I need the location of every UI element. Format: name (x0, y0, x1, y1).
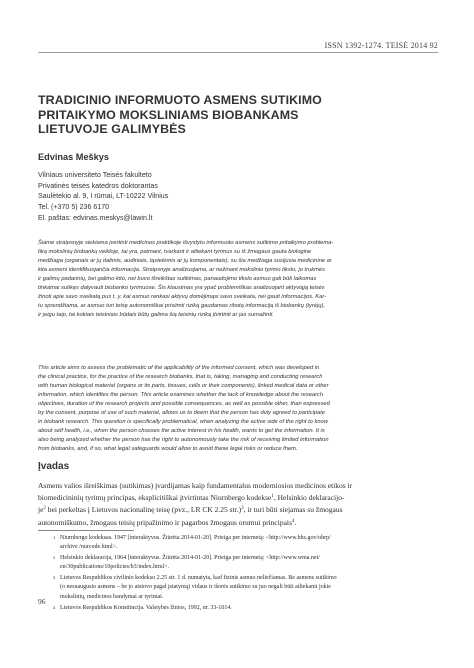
affiliation-phone: Tel. (+370 5) 236 6170 (38, 203, 110, 212)
footnote-line: Lietuvos Respublikos Konstitucija. Valstybės žinios, 1992, nr. 33-1014. (60, 604, 232, 611)
abstract-line: about self health, i.e., when the person chooses the active interest in his health, wants to get the information. It is (38, 428, 325, 435)
body-text: , Helsinkio deklaracijo- (273, 493, 345, 503)
abstract-line: ir jeigu taip, tai kokiais teisiniais būdais būtų galima šią teisinių riziką įtvirtinti ar jas sumažinti. (38, 311, 274, 318)
footnote-line: mokslinių, medicinos bandymai ar tyrimai. (60, 593, 164, 600)
abstract-line: This article aims to assess the problematic of the applicability of the informed consent, which was developed in (38, 365, 320, 371)
abstract-line: in biobank research. This question is specifically problematical, when analyzing the active side of the right to know (38, 419, 328, 426)
footnote-line: en/30publications/10policies/b3/index.html>. (60, 564, 170, 571)
affiliation-email: El. paštas: edvinas.meskys@lawin.lt (38, 213, 153, 222)
body-text: , ir turi būti siejamas su žmogaus (243, 505, 343, 515)
abstract-line: objectives, duration of the research projects and possible consequences, as well as possible other, than expressed (38, 401, 330, 408)
footnote-number: 4 (53, 604, 56, 610)
footnote-line: Niurnbergo kodeksas. 1947 [interaktyvus. Žiūrėta 2014-01-20]. Prieiga per internetą: <http://www.hhs.gov/ohrp/ (60, 535, 331, 541)
footnote-line: Helsinkio deklaracija, 1964 [interaktyvus. Žiūrėta 2014-01-20]. Prieiga per internetą: <http://www.wma.net/ (60, 555, 320, 562)
abstract-line: by the consent, purpose of use of such material, allows us to deem that the person has duly agreed to participate (38, 410, 326, 417)
journal-header: ISSN 1392-1274. TEISĖ 2014 92 (324, 41, 438, 50)
footnote (38, 554, 438, 572)
abstract-line: tu sprendžiama, ar asmuo turi teisę autonomiškai prisiimti riziką gaudamas ribotą informaciją iš biobankų (tyrėjų), (38, 302, 325, 309)
footnote-number: 2 (53, 555, 56, 561)
abstract-line: Šiame straipsnyje siekiama įvertinti medicinos praktikoje išvystyto informuoto asmens sutikimo pritaikymo problema- (38, 240, 334, 246)
body-line (38, 504, 438, 516)
author-name: Edvinas Meškys (38, 152, 109, 162)
abstract-line: tinkamai sutikęs dalyvauti biobanko tyrimuose. Šis klausimas yra ypač problemiškas analizuojant aktyviąją teisės (38, 284, 325, 291)
footnote-ref[interactable]: 2 (43, 506, 46, 512)
abstract-lithuanian (38, 239, 438, 320)
footnote-ref[interactable]: 3 (241, 506, 244, 512)
body-text: bei perkeltas į Lietuvos nacionalinę teisę (pvz., LR CK 2.25 str.) (45, 505, 242, 515)
body-text: . (294, 517, 297, 527)
body-line (38, 517, 438, 529)
abstract-line: žinoti apie savo sveikatą pus t. y. kai asmuo renkasi aktyvų domėjimąsi savo sveikata, nei gauti informacijos. Kar- (38, 293, 327, 300)
body-text: je (38, 505, 44, 515)
footnotes (38, 534, 438, 613)
affiliation-line: Privatinės teisės katedros doktorantas (38, 181, 158, 190)
body-text: Asmens valios išreiškimas (sutikimas) įvardijamas kaip fundamentalus moderniosios medicinos etikos ir (38, 481, 353, 490)
title-line: TRADICINIO INFORMUOTO ASMENS SUTIKIMO (38, 93, 322, 107)
abstract-line: from biobanks, and, if so, what legal safeguards would allow to avoid these legal risks or reduce them. (38, 446, 298, 453)
abstract-line: information, which identifies the person. This article examines whether the lack of knowledge about the research (38, 392, 324, 399)
affiliation-line: Saulėtekio al. 9, I rūmai, LT-10222 Vilnius (38, 192, 169, 201)
footnote-number: 1 (53, 535, 56, 540)
footnote-number: 3 (53, 575, 56, 581)
abstract-line: medžiaga (organais ar jų dalimis, audiniais, ląstelėmis ar jų komponentais), su šia medžiaga susijusia medicinine ar (38, 257, 332, 264)
abstract-line: kita asmeni identifikuojančia informacija. Straipsnyje analizuojama, ar nežinant mokslinio tyrimo tikslo, jo trukmės (38, 266, 325, 273)
author-affiliation (38, 170, 168, 224)
title-line: PRITAIKYMO MOKSLINIAMS BIOBANKAMS (38, 107, 299, 122)
footnote (38, 574, 438, 601)
footnote-line: Lietuvos Respublikos civilinio kodekso 2.25 str. 1 d. numatyta, kad fizinis asmuo neliečiamas. Be asmens sutikimo (60, 575, 337, 582)
footnote-ref[interactable]: 1 (271, 494, 274, 500)
footnote-rule (38, 530, 134, 531)
body-paragraph (38, 480, 438, 529)
page-number: 96 (38, 597, 46, 606)
footnote-line: archive /nurcode.html>. (60, 544, 118, 551)
abstract-line: also being analyzed whether the person has the right to autonomously take the risk of receiving limited information (38, 437, 329, 444)
header-rule (38, 52, 438, 53)
body-line (38, 492, 438, 504)
footnote (38, 534, 438, 552)
abstract-line: ir galimų padarinių, bei galimo kito, nei buvo išreikštas sutikimas, panaudojimo tikslo asmuo gali būti laikomas (38, 275, 317, 282)
abstract-line: with human biological material (organs or its parts, tissues, cells or their components), linked medical data or other (38, 383, 329, 390)
footnote-line: (o nesuaugusio asmens – be jo atstovo pagal įstatymą) vidaus ir išorės sutikimo su juo negali būti atliekami jokie (60, 584, 331, 591)
abstract-english (38, 364, 438, 454)
title-line: LIETUVOJE GALIMYBĖS (38, 122, 186, 137)
body-text: biomedicininių tyrimų principas, eksplicitiškai įtvirtintas Niurnbergo kodekse (38, 493, 272, 503)
footnote (38, 604, 438, 613)
section-heading: Įvadas (38, 461, 70, 472)
abstract-line: tiką mokslinių biobankų veikloje, tai yra, paimant, tvarkant ir atliekant tyrimus su iš žmogaus gauta biologine (38, 248, 312, 255)
body-line (38, 480, 438, 492)
body-text: autonomiškumo, žmogaus teisių pripažinimo ir pagarbos žmogaus orumui principais (38, 517, 292, 527)
article-title (38, 93, 368, 137)
footnote-ref[interactable]: 4 (291, 518, 295, 524)
abstract-line: the clinical practice, for the practice of the research biobanks, that is, taking, managing and conducting research (38, 374, 323, 381)
affiliation-line: Vilniaus universiteto Teisės fakulteto (38, 171, 152, 179)
